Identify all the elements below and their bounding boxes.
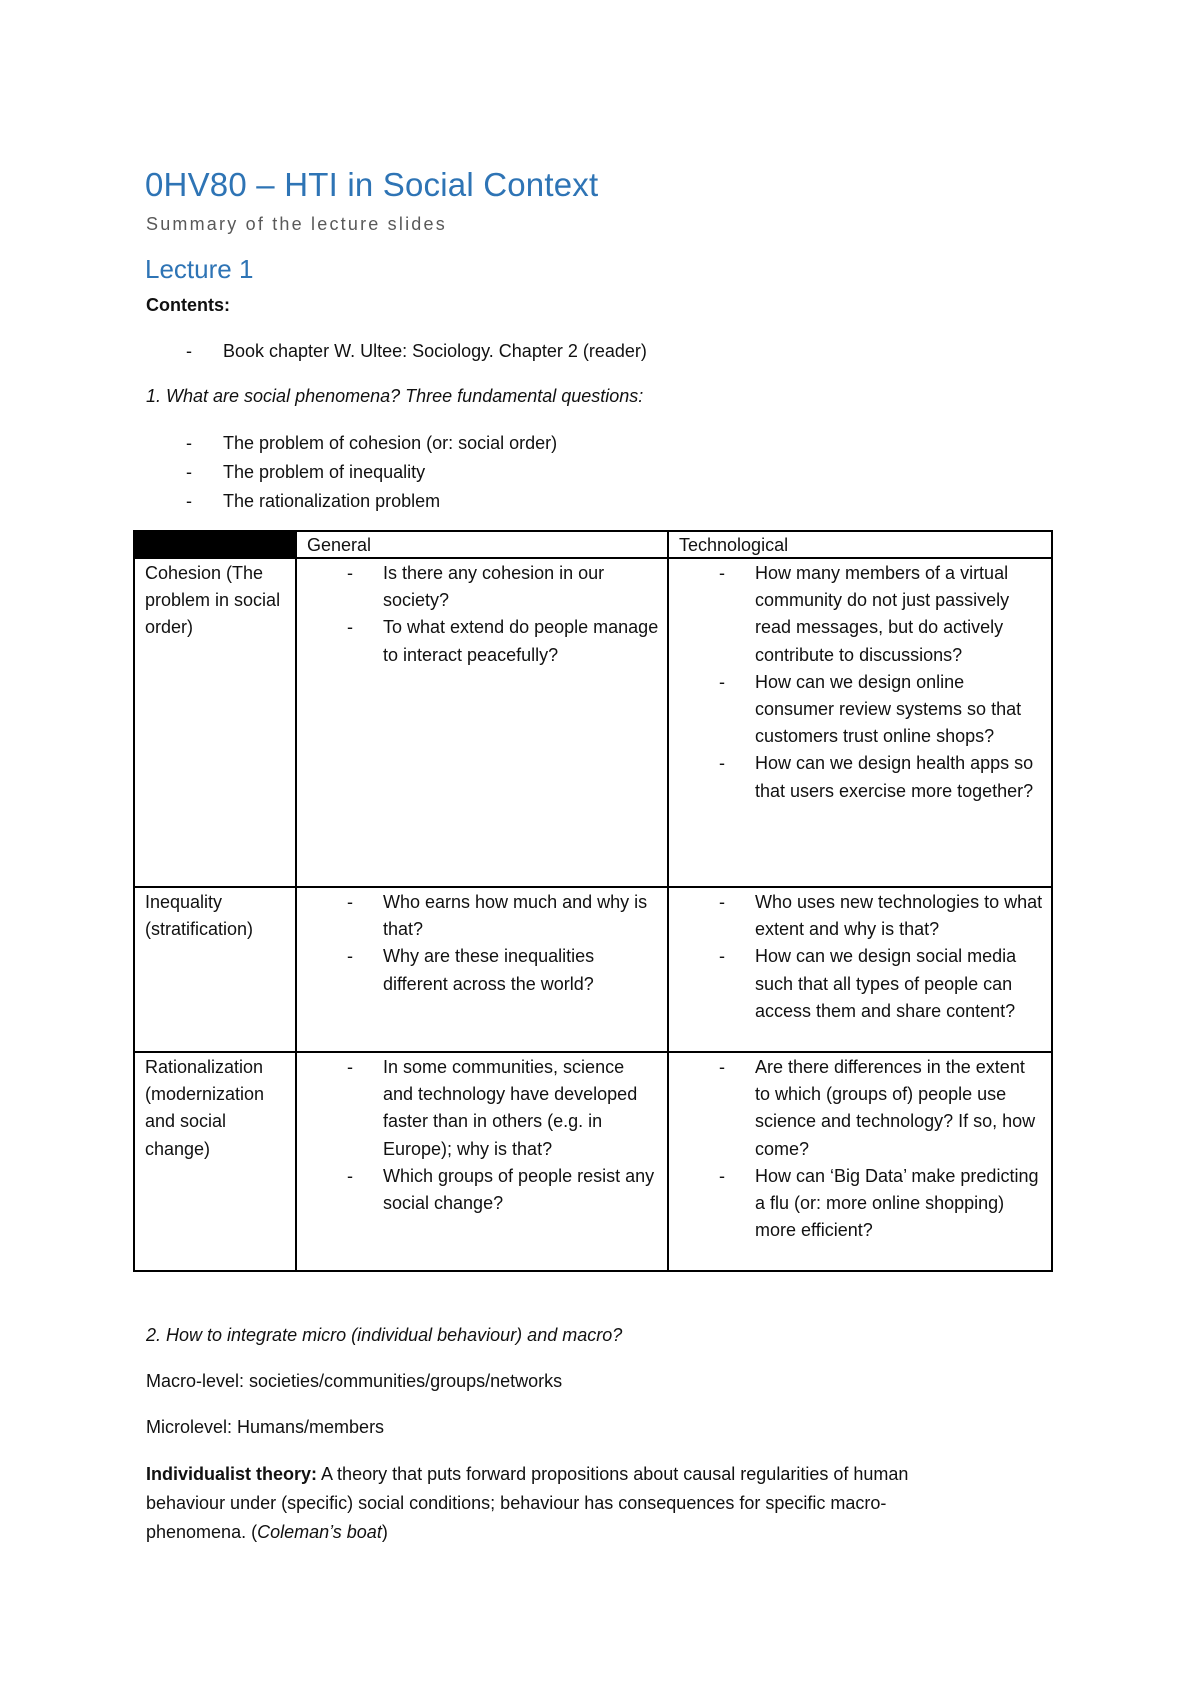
column-header-technological: Technological	[668, 531, 1052, 558]
column-header-general: General	[296, 531, 668, 558]
question-1-heading: 1. What are social phenomena? Three fundamental questions:	[146, 386, 644, 406]
general-cell	[296, 558, 668, 887]
list-item: - Book chapter W. Ultee: Sociology. Chapter 2 (reader)	[186, 341, 647, 361]
general-cell	[296, 887, 668, 1052]
paragraph-line: phenomena. (Coleman’s boat)	[146, 1522, 388, 1542]
list-item: - In some communities, science and technology have developed faster than in others (e.g. in Europe); why is that?	[347, 1057, 638, 1159]
list-item: - How can we design health apps so that users exercise more together?	[719, 753, 1034, 801]
list-item: - Why are these inequalities different across the world?	[347, 946, 595, 994]
list-item: - How many members of a virtual community do not just passively read messages, but do actively contribute to discussions?	[719, 563, 1010, 665]
row-label-cohesion: Cohesion (The problem in social order)	[134, 558, 296, 887]
table-row	[134, 558, 1052, 887]
technological-cell	[668, 558, 1052, 887]
table-row	[134, 887, 1052, 1052]
list-item: - How can ‘Big Data’ make predicting a flu (or: more online shopping) more efficient?	[719, 1165, 1039, 1241]
phenomena-table	[133, 530, 1053, 1272]
list-item: - Which groups of people resist any social change?	[347, 1165, 655, 1214]
list-item: - The problem of inequality	[186, 462, 426, 482]
theory-term: Individualist theory:	[146, 1464, 318, 1484]
technological-cell	[668, 1052, 1052, 1271]
contents-label: Contents:	[146, 295, 230, 315]
row-label-inequality: Inequality (stratification)	[134, 887, 296, 1052]
technological-cell	[668, 887, 1052, 1052]
micro-level-line: Microlevel: Humans/members	[146, 1417, 385, 1437]
paragraph-line: behaviour under (specific) social conditions; behaviour has consequences for specific macro-	[146, 1493, 887, 1513]
paragraph-line: Individualist theory: A theory that puts forward propositions about causal regularities of human	[146, 1464, 909, 1484]
list-item: - How can we design social media such that all types of people can access them and share content?	[719, 946, 1017, 1021]
contents-list	[146, 337, 647, 366]
list-item: - Who uses new technologies to what extent and why is that?	[719, 892, 1043, 940]
list-item: - Is there any cohesion in our society?	[347, 563, 605, 611]
table-corner-cell	[134, 531, 296, 558]
macro-level-line: Macro-level: societies/communities/groups/networks	[146, 1371, 563, 1391]
table-row	[134, 1052, 1052, 1271]
colemans-boat-term: Coleman’s boat	[257, 1522, 382, 1542]
question-2-heading: 2. How to integrate micro (individual behaviour) and macro?	[146, 1325, 623, 1345]
list-item: - How can we design online consumer review systems so that customers trust online shops?	[719, 671, 1022, 747]
list-item: - Who earns how much and why is that?	[347, 892, 648, 940]
list-item: - The problem of cohesion (or: social order)	[186, 433, 558, 453]
document-subtitle: Summary of the lecture slides	[146, 214, 447, 234]
list-item: - To what extend do people manage to interact peacefully?	[347, 617, 659, 665]
individualist-theory-paragraph	[146, 1460, 908, 1547]
list-item: - Are there differences in the extent to which (groups of) people use science and technology? If so, how come?	[719, 1057, 1036, 1159]
document-title: 0HV80 – HTI in Social Context	[145, 166, 599, 203]
list-item: - The rationalization problem	[186, 491, 441, 511]
question-1-list	[146, 429, 557, 516]
general-cell	[296, 1052, 668, 1271]
lecture-heading: Lecture 1	[145, 254, 254, 284]
row-label-rationalization: Rationalization (modernization and social change)	[134, 1052, 296, 1271]
table-header-row	[134, 531, 1052, 558]
